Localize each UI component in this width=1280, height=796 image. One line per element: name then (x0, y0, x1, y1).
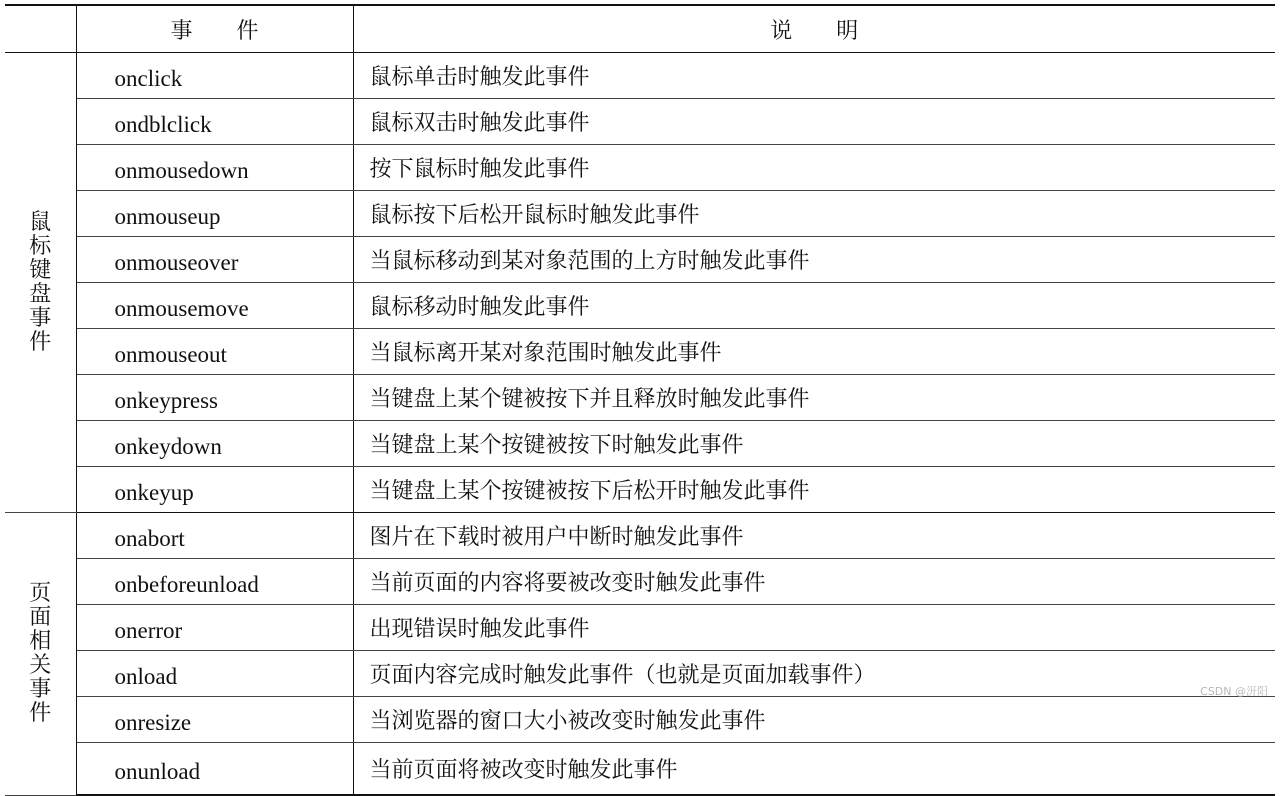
event-name-cell: onresize (76, 697, 353, 743)
header-description: 说 明 (353, 5, 1275, 53)
table-row (5, 605, 1275, 651)
event-description-cell: 当前页面的内容将要被改变时触发此事件 (353, 559, 1275, 605)
table-row (5, 651, 1275, 697)
group-label: 页面相关事件 (29, 580, 52, 726)
event-description-cell: 当鼠标移动到某对象范围的上方时触发此事件 (353, 237, 1275, 283)
event-name-cell: onkeypress (76, 375, 353, 421)
table-row (5, 513, 1275, 559)
event-description-cell: 当键盘上某个键被按下并且释放时触发此事件 (353, 375, 1275, 421)
header-event: 事 件 (76, 5, 353, 53)
event-description-cell: 出现错误时触发此事件 (353, 605, 1275, 651)
table-row (5, 145, 1275, 191)
events-table-container (5, 4, 1275, 796)
table-row (5, 53, 1275, 99)
event-name-cell: onmouseup (76, 191, 353, 237)
table-row (5, 191, 1275, 237)
table-row (5, 697, 1275, 743)
header-group-cell (5, 5, 76, 53)
table-row (5, 99, 1275, 145)
event-description-cell: 图片在下载时被用户中断时触发此事件 (353, 513, 1275, 559)
group-label: 鼠标键盘事件 (29, 209, 52, 355)
event-name-cell: onerror (76, 605, 353, 651)
event-name-cell: onbeforeunload (76, 559, 353, 605)
table-row (5, 329, 1275, 375)
table-row (5, 237, 1275, 283)
watermark: CSDN @汧阳 (1200, 685, 1268, 698)
table-body (5, 53, 1275, 796)
table-row (5, 375, 1275, 421)
event-name-cell: onmouseout (76, 329, 353, 375)
event-description-cell: 当前页面将被改变时触发此事件 (353, 743, 1275, 796)
event-name-cell: onkeyup (76, 467, 353, 513)
event-description-cell: 当鼠标离开某对象范围时触发此事件 (353, 329, 1275, 375)
event-description-cell: 鼠标双击时触发此事件 (353, 99, 1275, 145)
event-description-cell: 鼠标按下后松开鼠标时触发此事件 (353, 191, 1275, 237)
event-name-cell: onunload (76, 743, 353, 796)
event-name-cell: onmousedown (76, 145, 353, 191)
group-label-cell (5, 513, 76, 796)
event-description-cell: 当键盘上某个按键被按下后松开时触发此事件 (353, 467, 1275, 513)
event-name-cell: ondblclick (76, 99, 353, 145)
event-name-cell: onload (76, 651, 353, 697)
events-table (5, 4, 1275, 796)
event-name-cell: onkeydown (76, 421, 353, 467)
event-description-cell: 当键盘上某个按键被按下时触发此事件 (353, 421, 1275, 467)
event-description-cell: 页面内容完成时触发此事件（也就是页面加载事件） (353, 651, 1275, 697)
event-name-cell: onmousemove (76, 283, 353, 329)
table-row (5, 743, 1275, 796)
event-description-cell: 当浏览器的窗口大小被改变时触发此事件 (353, 697, 1275, 743)
event-name-cell: onclick (76, 53, 353, 99)
event-name-cell: onmouseover (76, 237, 353, 283)
table-header-row (5, 5, 1275, 53)
event-name-cell: onabort (76, 513, 353, 559)
table-row (5, 467, 1275, 513)
event-description-cell: 鼠标单击时触发此事件 (353, 53, 1275, 99)
table-row (5, 559, 1275, 605)
event-description-cell: 按下鼠标时触发此事件 (353, 145, 1275, 191)
table-row (5, 421, 1275, 467)
table-row (5, 283, 1275, 329)
group-label-cell (5, 53, 76, 513)
event-description-cell: 鼠标移动时触发此事件 (353, 283, 1275, 329)
